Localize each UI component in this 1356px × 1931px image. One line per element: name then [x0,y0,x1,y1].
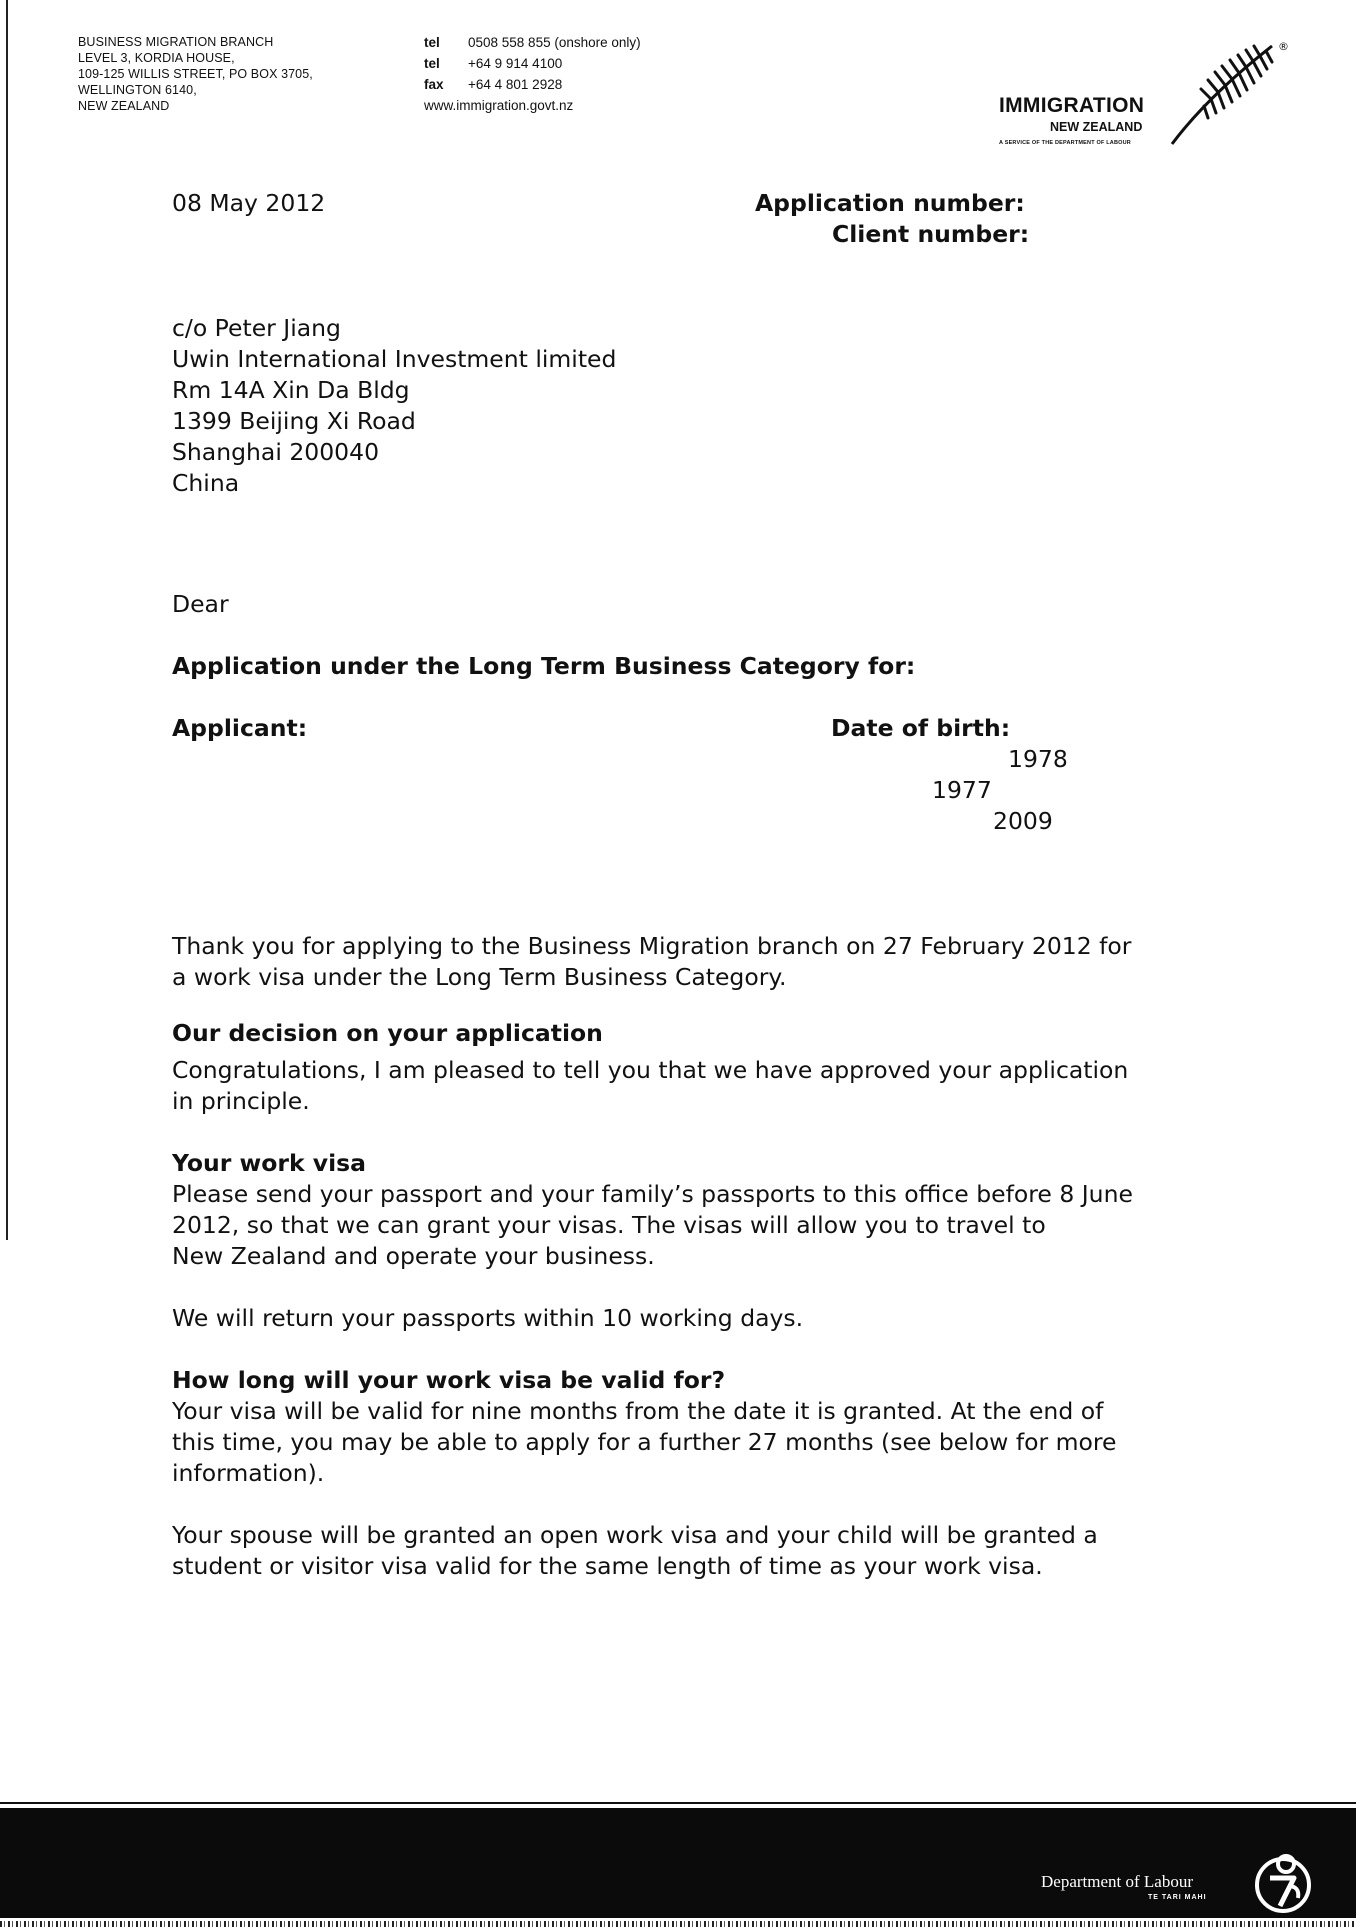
validity-heading: How long will your work visa be valid for? [172,1366,726,1394]
family-visa-paragraph [172,1520,1098,1582]
logo-tagline: A SERVICE OF THE DEPARTMENT OF LABOUR [999,140,1131,146]
registered-mark: ® [1278,40,1289,53]
recipient-line: Shanghai 200040 [172,438,380,466]
footer-rule [0,1802,1356,1804]
paragraph-line: in principle. [172,1087,310,1115]
page-margin-line [6,0,8,1240]
department-name: Department of Labour [1041,1872,1193,1891]
scan-artifact-strip [0,1921,1356,1927]
decision-paragraph [172,1055,1128,1117]
paragraph-line: Congratulations, I am pleased to tell you that we have approved your application [172,1056,1129,1084]
birth-year: 1977 [932,776,992,804]
footer-bar [0,1808,1356,1918]
address-line: WELLINGTON 6140, [78,83,197,97]
address-line: BUSINESS MIGRATION BRANCH [78,35,274,49]
contact-label: tel [424,56,440,71]
contact-row [424,32,641,53]
department-of-labour-logo-icon [1250,1850,1316,1916]
paragraph-line: Please send your passport and your family’s passports to this office before 8 June [172,1180,1133,1208]
address-line: LEVEL 3, KORDIA HOUSE, [78,51,235,65]
website-link[interactable]: www.immigration.govt.nz [424,98,574,113]
contact-row [424,74,641,95]
paragraph-line: Your spouse will be granted an open work visa and your child will be granted a [172,1521,1098,1549]
return-passports-note: We will return your passports within 10 working days. [172,1304,804,1332]
subject-line: Application under the Long Term Business Category for: [172,652,916,680]
recipient-line: 1399 Beijing Xi Road [172,407,416,435]
paragraph-line: New Zealand and operate your business. [172,1242,655,1270]
paragraph-line: a work visa under the Long Term Business Category. [172,963,787,991]
immigration-nz-logo [996,34,1296,154]
contact-value: 0508 558 855 (onshore only) [468,35,641,50]
contact-label: tel [424,35,440,50]
date-of-birth-label: Date of birth: [831,714,1011,742]
recipient-line: China [172,469,240,497]
work-visa-heading: Your work visa [172,1149,366,1177]
decision-heading: Our decision on your application [172,1019,603,1047]
paragraph-line: student or visitor visa valid for the same length of time as your work visa. [172,1552,1043,1580]
applicant-label: Applicant: [172,714,308,742]
salutation: Dear [172,590,229,618]
address-line: 109-125 WILLIS STREET, PO BOX 3705, [78,67,313,81]
validity-paragraph [172,1396,1117,1489]
paragraph-line: 2012, so that we can grant your visas. The visas will allow you to travel to [172,1211,1046,1239]
contact-label: fax [424,77,444,92]
paragraph-line: information). [172,1459,325,1487]
recipient-line: c/o Peter Jiang [172,314,341,342]
intro-paragraph [172,931,1131,993]
contact-block [424,32,641,116]
paragraph-line: Your visa will be valid for nine months from the date it is granted. At the end of [172,1397,1104,1425]
logo-subtitle: NEW ZEALAND [1050,120,1143,134]
letter-date: 08 May 2012 [172,189,326,217]
birth-year: 1978 [1008,745,1068,773]
recipient-line: Uwin International Investment limited [172,345,617,373]
contact-value: +64 4 801 2928 [468,77,563,92]
logo-title: IMMIGRATION [999,94,1145,117]
application-number-label: Application number: [755,189,1025,217]
recipient-line: Rm 14A Xin Da Bldg [172,376,410,404]
paragraph-line: this time, you may be able to apply for a further 27 months (see below for more [172,1428,1117,1456]
contact-value: +64 9 914 4100 [468,56,563,71]
work-visa-paragraph [172,1179,1133,1272]
address-line: NEW ZEALAND [78,99,170,113]
birth-year: 2009 [993,807,1053,835]
silver-fern-icon [1168,38,1278,148]
client-number-label: Client number: [832,220,1030,248]
contact-row [424,53,641,74]
paragraph-line: Thank you for applying to the Business Migration branch on 27 February 2012 for [172,932,1132,960]
department-maori-name: TE TARI MAHI [1148,1894,1207,1901]
recipient-address [172,313,616,499]
branch-address [78,34,313,114]
